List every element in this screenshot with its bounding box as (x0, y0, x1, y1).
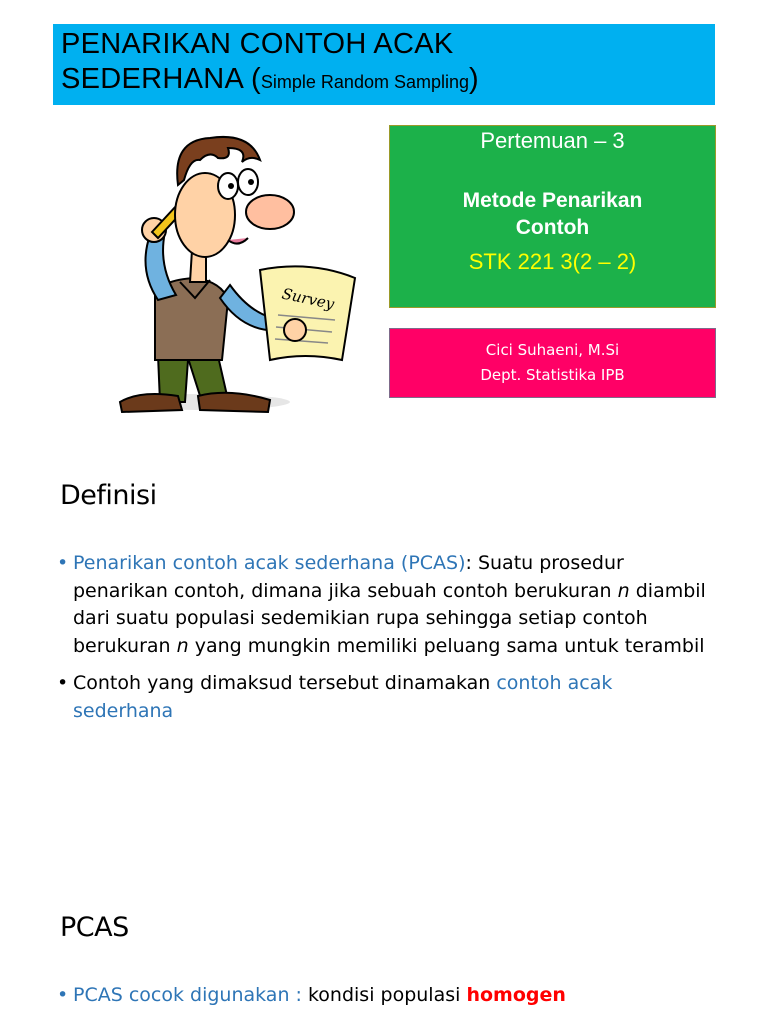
author-department: Dept. Statistika IPB (480, 366, 625, 384)
title-banner (53, 24, 715, 105)
title-slide (0, 0, 768, 440)
slide-heading-definisi: Definisi (60, 480, 157, 511)
bullet-dot-icon: • (57, 552, 69, 574)
pcas-bullets (57, 982, 717, 1020)
bullet-item (57, 670, 717, 725)
variable-n: n (176, 634, 189, 657)
definition-text-b: diambil dari suatu populasi sedemikian rupa sehingga setiap contoh berukuran (73, 579, 706, 657)
variable-n: n (617, 579, 630, 602)
pcas-slide (0, 900, 768, 1024)
author-name: Cici Suhaeni, M.Si (485, 341, 620, 359)
definition-bullets (57, 550, 717, 735)
pcas-usage-label: PCAS cocok digunakan : (73, 984, 308, 1006)
title-subtitle-english: Simple Random Sampling (260, 72, 470, 92)
bullet-dot-icon: • (57, 672, 69, 694)
course-info-box (389, 125, 716, 308)
term-contoh-acak-sederhana: contoh acak sederhana (73, 672, 613, 722)
definition-slide (0, 455, 768, 875)
author-box (389, 328, 716, 398)
title-line-2 (61, 62, 715, 100)
bullet-text: Contoh yang dimaksud tersebut dinamakan (73, 672, 497, 694)
title-line-2-main: SEDERHANA ( (61, 63, 261, 95)
survey-paper-label: Survey (280, 284, 336, 314)
bullet-text: kondisi populasi (307, 984, 467, 1006)
slide-heading-pcas: PCAS (60, 912, 129, 943)
meeting-number: Pertemuan – 3 (480, 128, 625, 153)
thinking-man-survey-illustration (110, 120, 365, 415)
bullet-dot-icon: • (57, 984, 69, 1006)
homogen-highlight: homogen (466, 984, 566, 1006)
title-line-2-close: ) (469, 63, 479, 95)
bullet-item (57, 550, 717, 660)
term-pcas: Penarikan contoh acak sederhana (PCAS) (73, 552, 466, 574)
topic-title: Metode Penarikan Contoh (462, 189, 643, 239)
definition-text-a: : Suatu prosedur penarikan contoh, dimana jika sebuah contoh berukuran (73, 552, 624, 602)
bullet-item (57, 982, 717, 1010)
course-code: STK 221 3(2 – 2) (468, 249, 637, 274)
definition-text-c: yang mungkin memiliki peluang sama untuk terambil (188, 634, 705, 657)
title-line-1: PENARIKAN CONTOH ACAK (61, 28, 454, 60)
